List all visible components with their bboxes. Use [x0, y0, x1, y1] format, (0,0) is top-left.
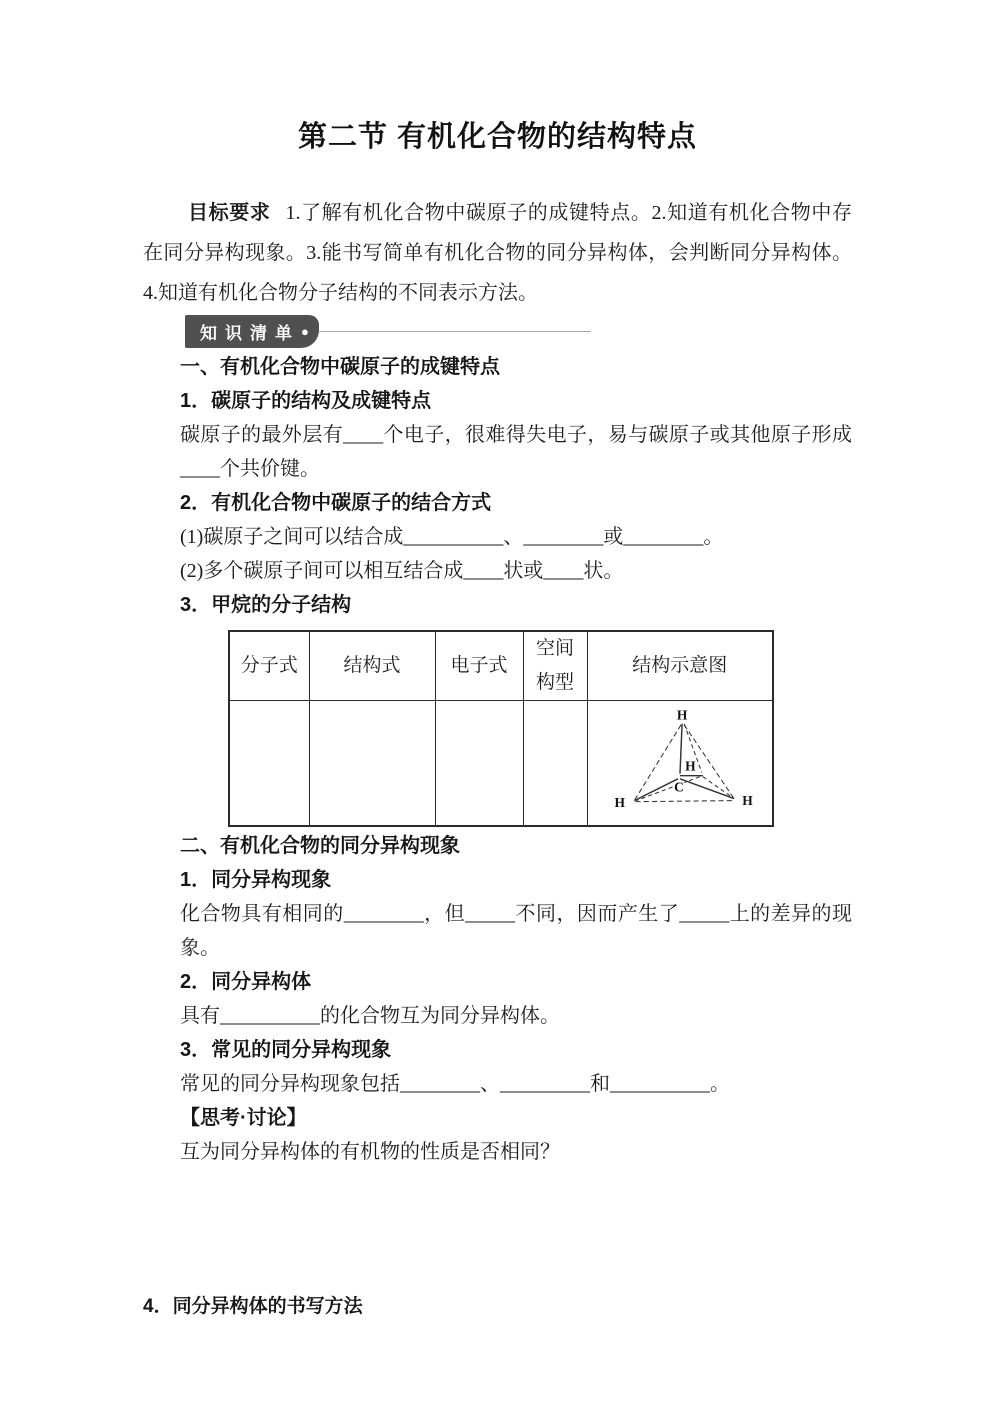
item-isomerism-phenomenon-text: 化合物具有相同的________，但_____不同，因而产生了_____上的差异的现象。	[180, 903, 852, 959]
item-carbon-combination-line1: (1)碳原子之间可以结合成__________、________或________。	[180, 526, 724, 548]
methane-structure-table	[228, 630, 774, 827]
atom-label-top-h: H	[676, 707, 688, 723]
think-discuss-question: 互为同分异构体的有机物的性质是否相同？	[180, 1141, 560, 1163]
think-discuss-heading: 【思考·讨论】	[180, 1107, 307, 1129]
item-common-isomerism-heading: 3．常见的同分异构现象	[180, 1039, 392, 1061]
page-title: 第二节 有机化合物的结构特点	[297, 121, 698, 153]
cell-electron-formula-blank	[435, 701, 523, 827]
edge-back-left-dashed	[636, 777, 699, 801]
atom-label-center-c: C	[673, 779, 684, 795]
section-one	[180, 350, 852, 827]
item-carbon-structure-heading: 1．碳原子的结构及成键特点	[180, 390, 432, 412]
table-answer-row	[229, 701, 773, 827]
methane-tetrahedron-diagram	[599, 703, 761, 811]
atom-label-back-h: H	[684, 758, 696, 774]
knowledge-list-badge	[185, 315, 319, 348]
edge-back-right-dashed	[703, 777, 734, 799]
badge-bullet-icon: ●	[301, 324, 309, 339]
item-carbon-structure-text: 碳原子的最外层有____个电子，很难得失电子，易与碳原子或其他原子形成____个共价键。	[180, 424, 852, 480]
item-isomerism-phenomenon-heading: 1．同分异构现象	[180, 869, 332, 891]
atom-label-left-h: H	[614, 794, 625, 810]
item-carbon-combination-line2: (2)多个碳原子间可以相互结合成____状或____状。	[180, 560, 624, 582]
objectives-label: 目标要求	[188, 202, 271, 224]
table-header-row	[229, 631, 773, 701]
col-spatial-configuration: 空间构型	[523, 631, 587, 701]
edge-base-dashed	[635, 801, 733, 802]
item-isomers-text: 具有__________的化合物互为同分异构体。	[180, 1005, 560, 1027]
bond-c-top-h	[680, 724, 682, 774]
section-two-heading: 二、有机化合物的同分异构现象	[180, 835, 460, 857]
badge-label: 知识清单	[200, 324, 300, 343]
section-two	[180, 829, 852, 1169]
col-molecular-formula: 分子式	[229, 631, 309, 701]
col-structural-formula: 结构式	[309, 631, 435, 701]
item-methane-structure-heading: 3．甲烷的分子结构	[180, 594, 352, 616]
cell-spatial-configuration-blank	[523, 701, 587, 827]
objectives-text: 1.了解有机化合物中碳原子的成键特点。2.知道有机化合物中存在同分异构现象。3.能书写简单有机化合物的同分异构体，会判断同分异构体。4.知道有机化合物分子结构的不同表示方法。	[143, 202, 853, 304]
cell-structure-diagram	[587, 701, 773, 827]
atom-label-right-h: H	[741, 792, 753, 808]
item-isomers-heading: 2．同分异构体	[180, 971, 312, 993]
item-common-isomerism-text: 常见的同分异构现象包括________、_________和__________。	[180, 1073, 730, 1095]
item-carbon-combination-heading: 2．有机化合物中碳原子的结合方式	[180, 492, 492, 514]
bond-c-right-h	[680, 779, 734, 799]
objectives-paragraph	[143, 193, 852, 313]
badge-divider-line	[319, 331, 591, 332]
knowledge-list-header	[185, 315, 852, 348]
cell-molecular-formula-blank	[229, 701, 309, 827]
section-one-heading: 一、有机化合物中碳原子的成键特点	[180, 356, 500, 378]
section-four-heading: 4．同分异构体的书写方法	[143, 1296, 363, 1317]
col-structure-diagram: 结构示意图	[587, 631, 773, 701]
cell-structural-formula-blank	[309, 701, 435, 827]
col-electron-formula: 电子式	[435, 631, 523, 701]
